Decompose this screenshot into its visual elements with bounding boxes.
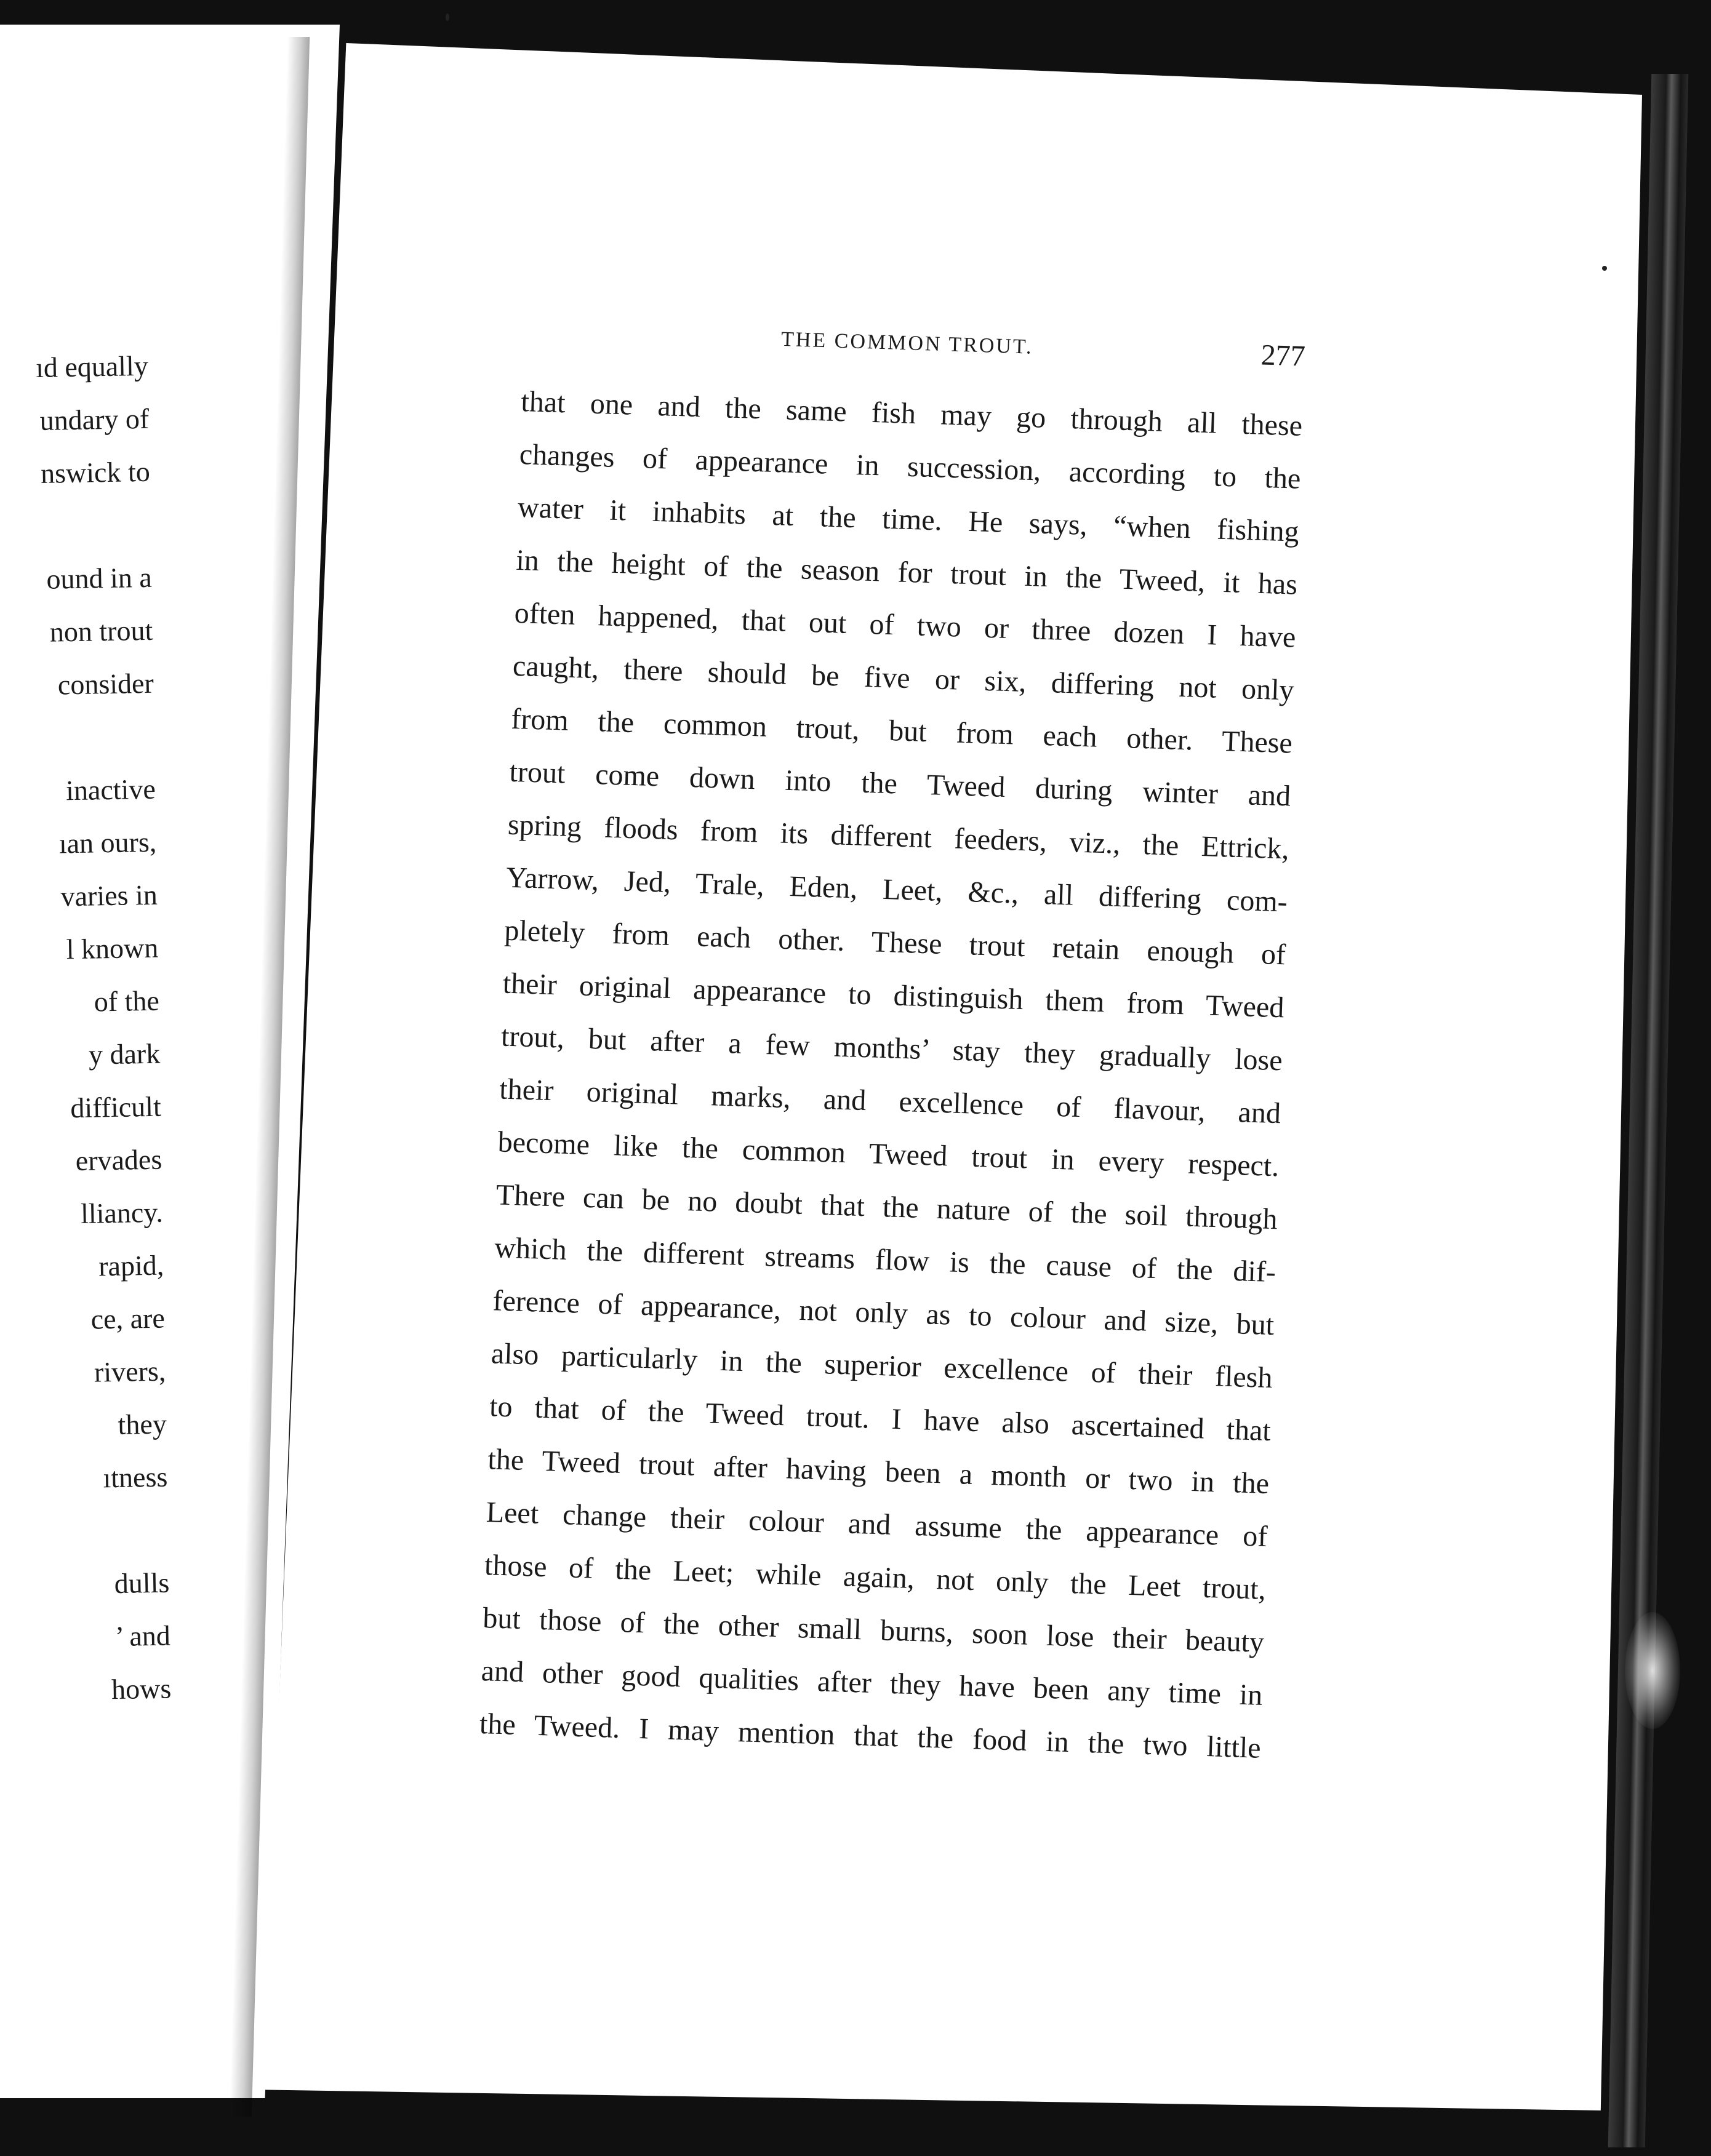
left-line: ıtness — [103, 1461, 168, 1494]
text-line: water it inhabits at the time. He says, “when fishing — [517, 490, 1300, 548]
left-line: rivers, — [94, 1355, 166, 1388]
text-line: pletely from each other. These trout retain enough of — [503, 914, 1286, 972]
text-line: those of the Leet; while again, not only the Leet trout, — [484, 1549, 1267, 1606]
light-glare — [1625, 1612, 1680, 1729]
left-line: dulls — [114, 1567, 170, 1600]
left-line: lliancy. — [80, 1196, 164, 1229]
left-line: consider — [57, 667, 154, 701]
text-line: caught, there should be five or six, differing not only — [512, 649, 1295, 707]
text-line: spring floods from its different feeders, viz., the Ettrick, — [507, 808, 1290, 866]
left-line: hows — [111, 1672, 172, 1706]
text-line: often happened, that out of two or three dozen I have — [514, 596, 1297, 654]
left-line: they — [118, 1408, 167, 1440]
text-line: to that of the Tweed trout. I have also ascertained that — [489, 1390, 1272, 1448]
left-line-gap — [20, 1504, 169, 1559]
dust-speck — [1602, 266, 1607, 271]
text-line: trout, but after a few months’ stay they gradually lose — [500, 1020, 1283, 1077]
text-line: the Tweed. I may mention that the food in the two little — [479, 1707, 1262, 1765]
left-line: of the — [94, 984, 160, 1018]
left-line: non trout — [49, 614, 153, 648]
left-line: l known — [66, 932, 159, 965]
text-line: become like the common Tweed trout in every respect. — [497, 1125, 1280, 1183]
left-line-gap — [3, 498, 151, 554]
left-line: ce, are — [90, 1302, 166, 1335]
text-line: Yarrow, Jed, Trale, Eden, Leet, &c., all differing com- — [505, 861, 1288, 919]
text-line: There can be no doubt that the nature of the soil through — [495, 1178, 1278, 1236]
text-line: which the different streams flow is the cause of the dif- — [494, 1231, 1276, 1289]
running-head-title: THE COMMON TROUT. — [780, 327, 1034, 359]
left-page-text — [0, 340, 172, 1718]
left-line-gap — [7, 710, 155, 765]
left-line: ıan ours, — [58, 826, 157, 860]
text-line: changes of appearance in succession, according to the — [519, 437, 1302, 495]
left-line: ’ and — [114, 1619, 171, 1653]
left-line: y dark — [88, 1037, 161, 1071]
text-line: the Tweed trout after having been a month or two in the — [487, 1443, 1270, 1501]
text-line: but those of the other small burns, soon lose their beauty — [482, 1602, 1265, 1659]
text-line: their original marks, and excellence of flavour, and — [499, 1072, 1281, 1130]
right-page-body-text — [479, 375, 1304, 1775]
left-line: ervades — [75, 1143, 162, 1177]
text-line: that one and the same fish may go through all these — [520, 385, 1303, 442]
text-line: their original appearance to distinguish them from Tweed — [502, 967, 1285, 1024]
left-line: varies in — [60, 879, 158, 912]
left-line: ound in a — [46, 561, 153, 595]
left-line: difficult — [70, 1090, 162, 1124]
text-line: and other good qualities after they have been any time in — [481, 1654, 1264, 1712]
left-line: inactive — [65, 773, 156, 807]
text-line: ference of appearance, not only as to colour and size, but — [492, 1284, 1275, 1342]
left-line: nswick to — [40, 455, 151, 489]
text-line: trout come down into the Tweed during winter and — [508, 755, 1291, 813]
dust-speck — [446, 14, 449, 21]
left-line: ıd equally — [35, 349, 149, 383]
text-line: also particularly in the superior excellence of their flesh — [491, 1337, 1273, 1395]
text-line: Leet change their colour and assume the appearance of — [486, 1496, 1268, 1553]
text-line: in the height of the season for trout in the Tweed, it has — [515, 543, 1298, 601]
page-number: 277 — [1260, 338, 1306, 373]
left-line: undary of — [39, 402, 150, 436]
text-line: from the common trout, but from each other. These — [510, 702, 1293, 760]
left-line: rapid, — [98, 1249, 164, 1282]
